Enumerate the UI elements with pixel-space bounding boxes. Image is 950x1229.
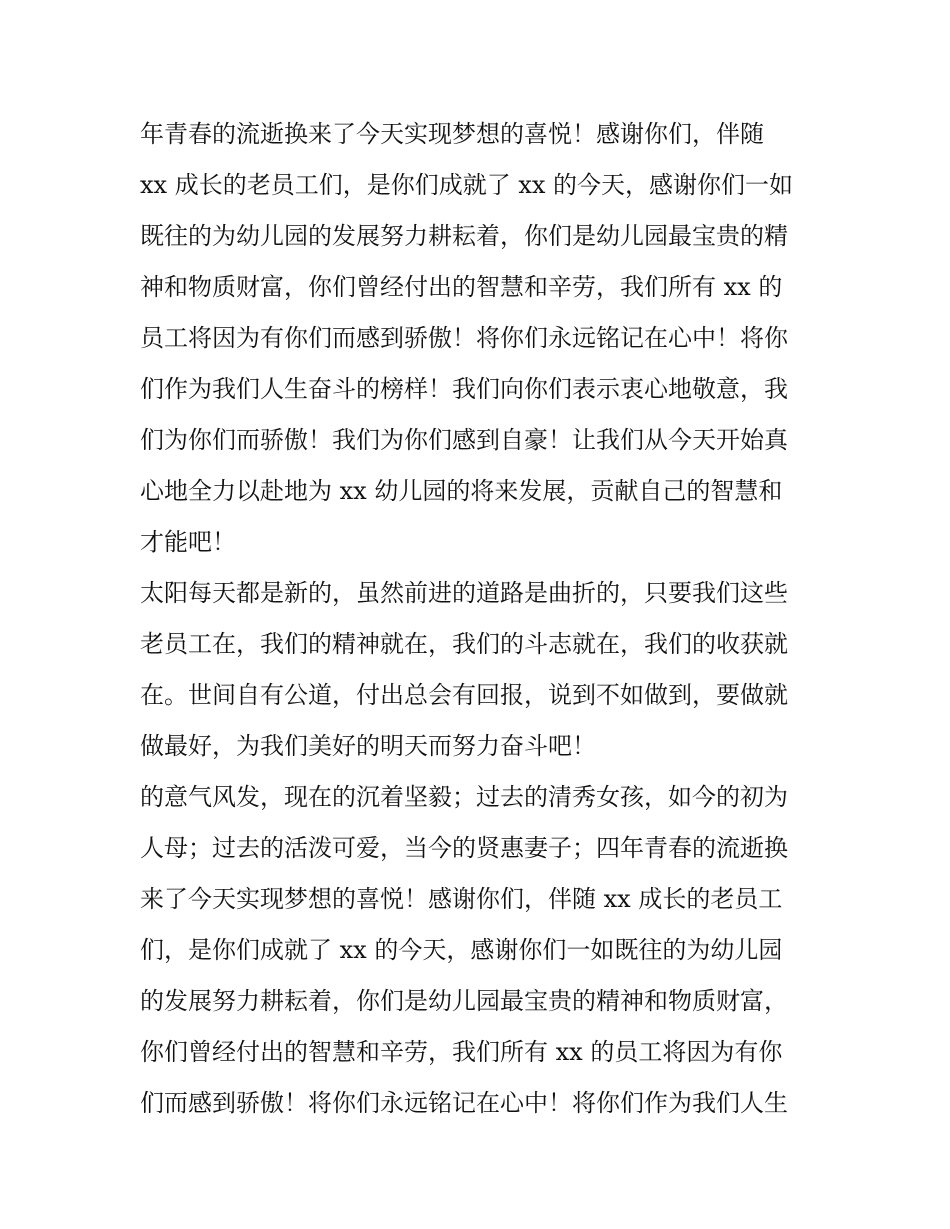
text-line-15: 人母；过去的活泼可爱，当今的贤惠妻子；四年青春的流逝换 xyxy=(140,834,788,862)
text-line-12: 在。世间自有公道，付出总会有回报，说到不如做到，要做就 xyxy=(140,681,788,709)
document-body-text xyxy=(140,109,820,1129)
text-line-1: 年青春的流逝换来了今天实现梦想的喜悦！感谢你们，伴随 xyxy=(140,120,764,148)
text-line-20: 们而感到骄傲！将你们永远铭记在心中！将你们作为我们人生 xyxy=(140,1089,788,1117)
text-line-10: 太阳每天都是新的，虽然前进的道路是曲折的，只要我们这些 xyxy=(140,579,788,607)
text-line-17: 们，是你们成就了 xx 的今天，感谢你们一如既往的为幼儿园 xyxy=(140,936,783,964)
text-line-5: 员工将因为有你们而感到骄傲！将你们永远铭记在心中！将你 xyxy=(140,324,788,352)
text-line-13: 做最好，为我们美好的明天而努力奋斗吧！ xyxy=(140,732,596,760)
text-line-11: 老员工在，我们的精神就在，我们的斗志就在，我们的收获就 xyxy=(140,630,788,658)
text-line-14: 的意气风发，现在的沉着坚毅；过去的清秀女孩，如今的初为 xyxy=(140,783,788,811)
text-line-19: 你们曾经付出的智慧和辛劳，我们所有 xx 的员工将因为有你 xyxy=(140,1038,783,1066)
text-line-9: 才能吧！ xyxy=(140,528,236,556)
text-line-2: xx 成长的老员工们，是你们成就了 xx 的今天，感谢你们一如 xyxy=(140,171,794,199)
text-line-4: 神和物质财富，你们曾经付出的智慧和辛劳，我们所有 xx 的 xyxy=(140,273,783,301)
text-line-18: 的发展努力耕耘着，你们是幼儿园最宝贵的精神和物质财富， xyxy=(140,987,788,1015)
text-line-8: 心地全力以赴地为 xx 幼儿园的将来发展，贡献自己的智慧和 xyxy=(140,477,783,505)
text-line-6: 们作为我们人生奋斗的榜样！我们向你们表示衷心地敬意，我 xyxy=(140,375,788,403)
text-line-16: 来了今天实现梦想的喜悦！感谢你们，伴随 xx 成长的老员工 xyxy=(140,885,783,913)
text-line-3: 既往的为幼儿园的发展努力耕耘着，你们是幼儿园最宝贵的精 xyxy=(140,222,788,250)
text-line-7: 们为你们而骄傲！我们为你们感到自豪！让我们从今天开始真 xyxy=(140,426,788,454)
